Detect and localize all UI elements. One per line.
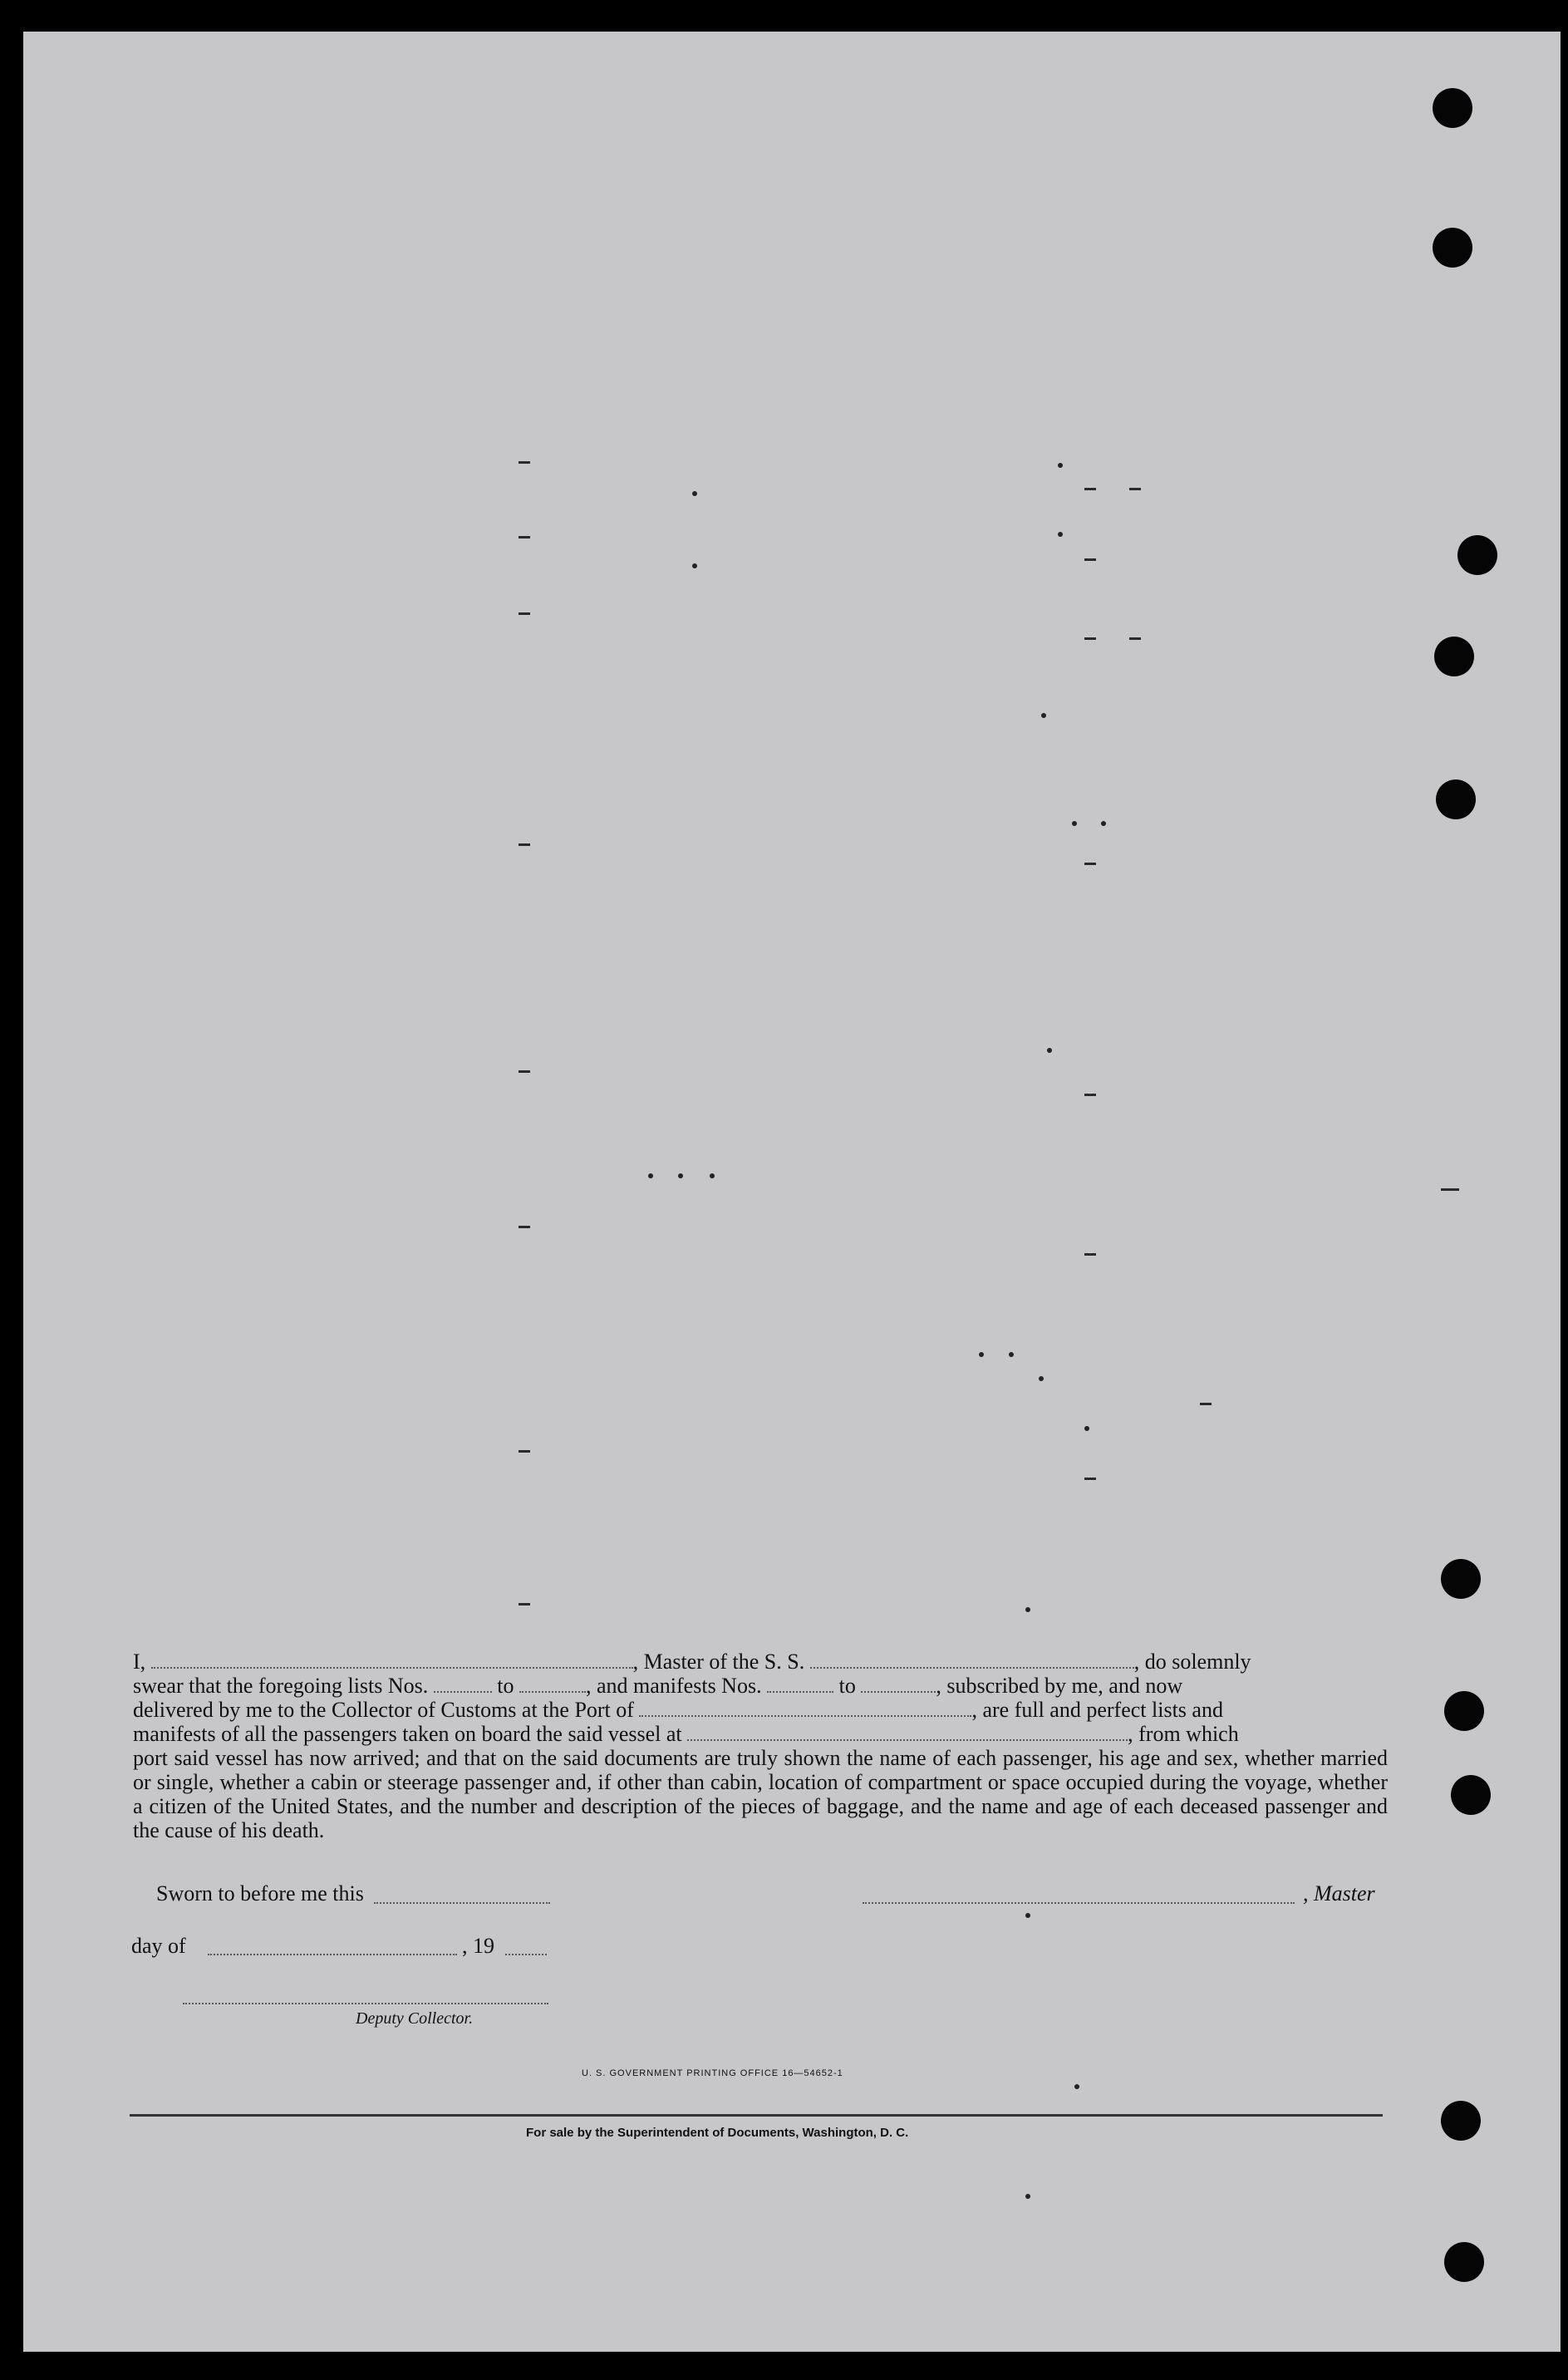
binder-hole [1441,1559,1481,1599]
oath-from-which: , from which [1128,1722,1239,1746]
oath-solemnly: , do solemnly [1133,1650,1251,1674]
master-signature-field[interactable] [863,1902,1295,1904]
oath-subscribed: , subscribed by me, and now [936,1674,1183,1698]
oath-delivered: delivered by me to the Collector of Customs at the Port of [133,1698,634,1722]
oath-manifests: , and manifests Nos. [586,1674,762,1698]
oath-paragraph [133,1650,1388,1842]
oath-to-1: to [497,1674,514,1698]
deputy-signature-field[interactable] [183,2003,548,2004]
bleed-mark [519,461,530,464]
bleed-speck [1047,1048,1052,1053]
bleed-speck [1041,713,1046,718]
year-field[interactable] [505,1954,547,1955]
bleed-speck [1058,532,1063,537]
bleed-mark [519,1603,530,1606]
sworn-date-field[interactable] [374,1902,550,1904]
day-of-label: day of [131,1934,186,1958]
bleed-mark [1084,1478,1096,1480]
bleed-speck [678,1173,683,1178]
manifests-from-field[interactable] [767,1690,833,1693]
footer-rule [130,2114,1383,2117]
bleed-speck [1039,1376,1044,1381]
bleed-mark [519,1226,530,1228]
binder-hole [1451,1775,1491,1815]
bleed-speck [1025,1913,1030,1918]
port-field[interactable] [639,1714,971,1717]
lists-to-field[interactable] [519,1690,586,1693]
bleed-mark [1441,1188,1459,1191]
bleed-mark [1200,1403,1212,1405]
bleed-speck [710,1173,715,1178]
bleed-mark [519,612,530,615]
lists-from-field[interactable] [434,1690,492,1693]
bleed-mark [1084,558,1096,561]
bleed-mark [1129,637,1141,640]
bleed-speck [1074,2084,1079,2089]
bleed-mark [1084,1094,1096,1096]
bleed-speck [692,491,697,496]
bleed-speck [692,563,697,568]
oath-master-of: , Master of the S. S. [632,1650,805,1674]
oath-to-2: to [838,1674,856,1698]
bleed-speck [1025,1607,1030,1612]
printer-line: U. S. GOVERNMENT PRINTING OFFICE 16—54652-1 [582,2068,843,2078]
bleed-speck [1072,821,1077,826]
binder-hole [1444,1691,1484,1731]
bleed-mark [519,536,530,538]
oath-swear: swear that the foregoing lists Nos. [133,1674,429,1698]
form-page [23,32,1561,2352]
oath-are-full: , are full and perfect lists and [971,1698,1223,1722]
bleed-speck [648,1173,653,1178]
bleed-mark [1084,488,1096,490]
sworn-label: Sworn to before me this [156,1881,364,1905]
for-sale-note: For sale by the Superintendent of Documents, Washington, D. C. [526,2126,909,2140]
year-label: , 19 [462,1934,494,1958]
binder-hole [1444,2242,1484,2282]
bleed-speck [1025,2194,1030,2199]
bleed-mark [519,843,530,846]
binder-hole [1434,637,1474,676]
deputy-collector-label: Deputy Collector. [356,2009,474,2028]
bleed-mark [1084,863,1096,865]
ship-name-field[interactable] [810,1666,1134,1669]
oath-i: I, [133,1650,146,1674]
binder-hole [1457,535,1497,575]
bleed-mark [1084,1253,1096,1256]
bleed-speck [1058,463,1063,468]
oath-body: port said vessel has now arrived; and that on the said documents are truly shown the name of each passenger, his age and sex, whether married or single, whether a cabin or steerage passenger and, if other than cabin, location of compartment or space occupied during the voyage, whether a citizen of the United States, and the number and description of the pieces of baggage, and the name and age of each deceased passenger and the cause of his death. [133,1746,1388,1842]
binder-hole [1433,88,1472,128]
departure-port-field[interactable] [687,1738,1128,1741]
manifests-to-field[interactable] [861,1690,936,1693]
bleed-speck [1101,821,1106,826]
binder-hole [1441,2101,1481,2141]
binder-hole [1433,228,1472,268]
bleed-speck [1084,1426,1089,1431]
month-field[interactable] [208,1954,457,1955]
binder-hole [1436,779,1476,819]
bleed-mark [519,1450,530,1453]
bleed-mark [1129,488,1141,490]
bleed-speck [979,1352,984,1357]
bleed-mark [1084,637,1096,640]
oath-manifests-all: manifests of all the passengers taken on board the said vessel at [133,1722,682,1746]
master-label: , Master [1303,1881,1375,1905]
bleed-speck [1009,1352,1014,1357]
master-name-field[interactable] [151,1666,633,1669]
bleed-mark [519,1070,530,1073]
